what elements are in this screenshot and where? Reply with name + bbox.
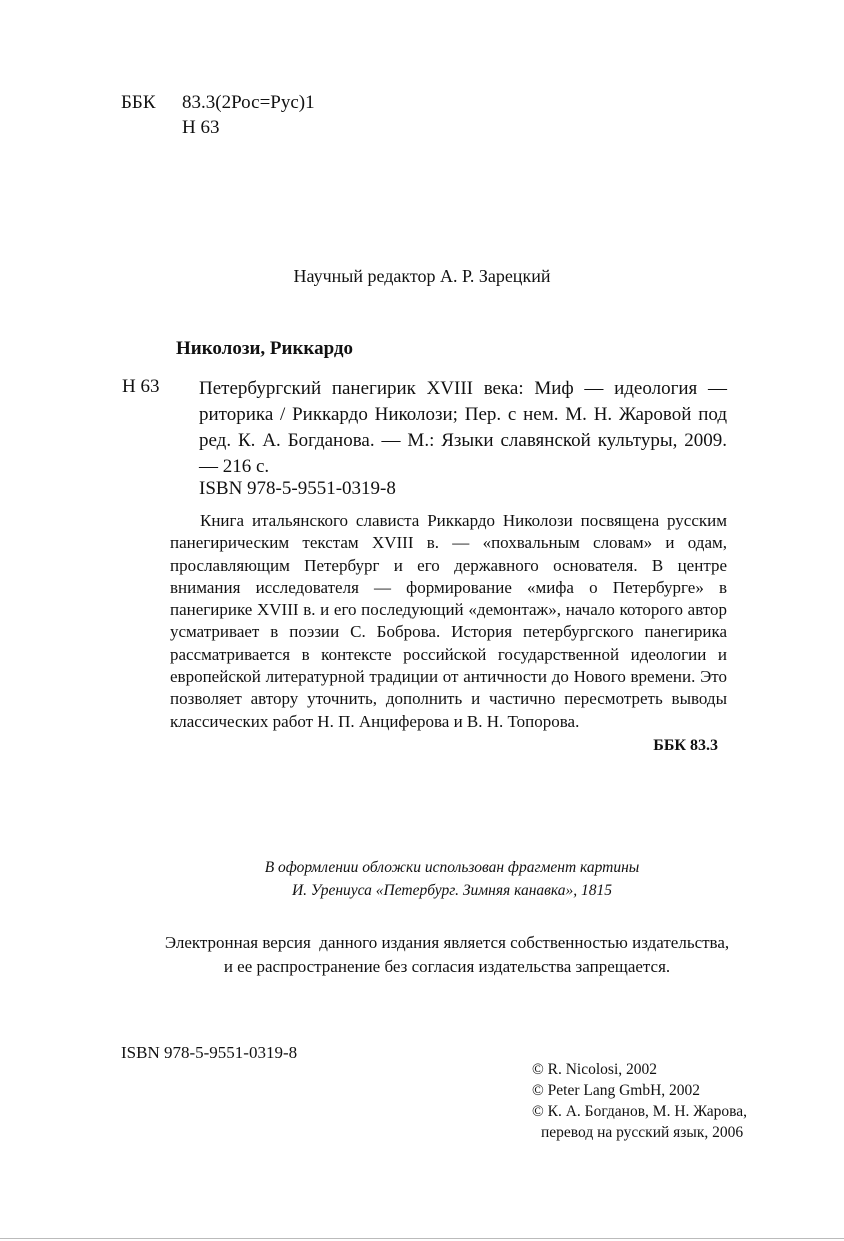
copyright-block <box>532 1059 792 1143</box>
bibliographic-description: Петербургский панегирик XVIII века: Миф — идеология — риторика / Риккардо Николози; Пер. с нем. М. Н. Жаровой под ред. К. А. Богданова. — М.: Языки славянской культуры, 2009. — 216 с. <box>199 378 727 477</box>
bbk-classification: 83.3(2Рос=Рус)1 <box>182 92 315 113</box>
copyright-line: © R. Nicolosi, 2002 <box>532 1061 658 1078</box>
copyright-line: перевод на русский язык, 2006 <box>541 1124 744 1141</box>
bbk-label: ББК <box>121 92 156 113</box>
author-mark: Н 63 <box>182 117 220 138</box>
annotation: Книга итальянского слависта Риккардо Николози посвящена русским панегирическим текстам XVIII в. — «похвальным словам» и одам, прославляющим Петербург и его державного основателя. В центре внимания исследователя — формирование «мифа о Петербурге» в панегирике XVIII в. и его последующий «демонтаж», начало которого автор усматривает в поэзии С. Боброва. История петербургского панегирика рассматривается в контексте российской государственной идеологии и европейской литературной традиции от античности до Нового времени. Это позволяет автору уточнить, дополнить и частично пересмотреть выводы классических работ Н. П. Анциферова и В. Н. Топорова. <box>170 511 727 731</box>
isbn-line: ISBN 978-5-9551-0319-8 <box>199 478 396 499</box>
cover-note <box>0 856 844 902</box>
rights-notice <box>0 931 844 979</box>
rights-notice-line-2: и ее распространение без согласия издательства запрещается. <box>223 957 671 976</box>
rights-notice-line-1: Электронная версия данного издания является собственностью издательства, <box>164 933 730 952</box>
bbk-short: ББК 83.3 <box>653 737 718 754</box>
cover-note-line-1: В оформлении обложки использован фрагмент картины <box>264 859 640 876</box>
cover-note-line-2: И. Урениуса «Петербург. Зимняя канавка», 1815 <box>291 882 613 899</box>
author-heading: Николози, Риккардо <box>176 338 354 359</box>
scientific-editor: Научный редактор А. Р. Зарецкий <box>293 266 551 286</box>
copyright-line: © К. А. Богданов, М. Н. Жарова, <box>532 1103 748 1120</box>
copyright-line: © Peter Lang GmbH, 2002 <box>532 1082 701 1099</box>
bibliographic-author-mark: Н 63 <box>122 376 160 397</box>
page-bottom-divider <box>0 1238 844 1239</box>
isbn-bottom: ISBN 978-5-9551-0319-8 <box>121 1043 298 1062</box>
